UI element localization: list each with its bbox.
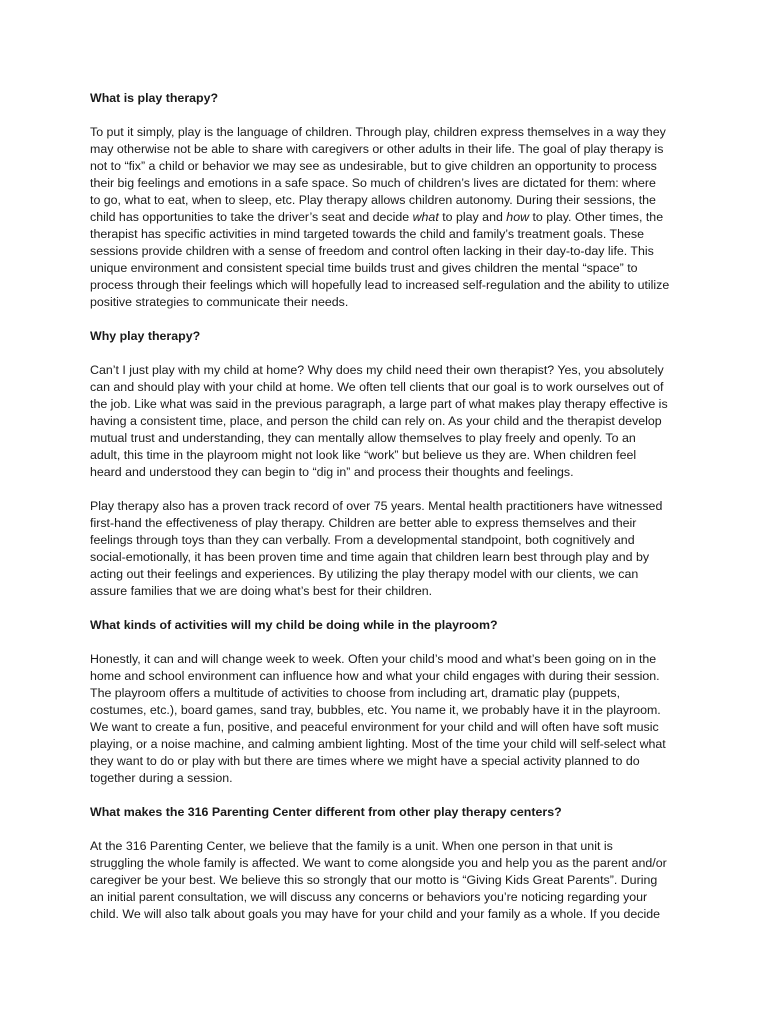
text-line: home and school environment can influence how and what your child engages with during their session. (90, 669, 660, 683)
text-line: an initial parent consultation, we will discuss any concerns or behaviors you’re noticing regarding your (90, 890, 648, 904)
body-paragraph (90, 362, 690, 481)
text-line: may otherwise not be able to share with caregivers or other adults in their life. The goal of play therapy is (90, 142, 664, 156)
body-paragraph (90, 651, 690, 787)
text-line: The playroom offers a multitude of activities to choose from including art, dramatic play (puppets, (90, 686, 621, 700)
emphasis-text: what (412, 210, 439, 224)
text-line: first-hand the effectiveness of play therapy. Children are better able to express themselves and their (90, 516, 637, 530)
text-line: their big feelings and emotions in a safe space. So much of children’s lives are dictated for them: where (90, 176, 656, 190)
section-heading: What makes the 316 Parenting Center different from other play therapy centers? (90, 805, 562, 819)
text-line: process through their feelings which will hopefully lead to increased self-regulation and the ability to utilize (90, 278, 670, 292)
text-line: they want to do or play with but there are times where we might have a special activity planned to do (90, 754, 640, 768)
text-line: feelings through toys than they can verbally. From a developmental standpoint, both cognitively and (90, 533, 635, 547)
text-line: sessions provide children with a sense of freedom and control often lacking in their day-to-day life. This (90, 244, 654, 258)
text-line: acting out their feelings and experiences. By utilizing the play therapy model with our clients, we can (90, 567, 639, 581)
text-line: To put it simply, play is the language of children. Through play, children express themselves in a way they (90, 125, 666, 139)
text-line: social-emotionally, it has been proven time and time again that children learn best through play and by (90, 550, 650, 564)
text-line: having a consistent time, place, and person the child can rely on. As your child and the therapist develop (90, 414, 662, 428)
section-heading: Why play therapy? (90, 329, 201, 343)
text-line: therapist has specific activities in mind targeted towards the child and family’s treatment goals. These (90, 227, 644, 241)
text-line: playing, or a noise machine, and calming ambient lighting. Most of the time your child will self-select what (90, 737, 666, 751)
text-line: costumes, etc.), board games, sand tray, bubbles, etc. You name it, we probably have it in the playroom. (90, 703, 661, 717)
text-line: Honestly, it can and will change week to week. Often your child’s mood and what’s been going on in the (90, 652, 657, 666)
emphasis-text: how (506, 210, 530, 224)
text-line: assure families that we are doing what’s best for their children. (90, 584, 433, 598)
body-paragraph (90, 838, 690, 923)
text-line: unique environment and consistent special time builds trust and gives children the mental “space” to (90, 261, 638, 275)
text-line: At the 316 Parenting Center, we believe that the family is a unit. When one person in that unit is (90, 839, 613, 853)
text-line: Play therapy also has a proven track record of over 75 years. Mental health practitioners have witnessed (90, 499, 663, 513)
text-line: positive strategies to communicate their needs. (90, 295, 349, 309)
document-page (90, 90, 690, 940)
text-line: child. We will also talk about goals you may have for your child and your family as a whole. If you decide (90, 907, 661, 921)
text-line: heard and understood they can begin to “dig in” and process their thoughts and feelings. (90, 465, 574, 479)
section-heading: What kinds of activities will my child be doing while in the playroom? (90, 618, 498, 632)
text-line: can and should play with your child at home. We often tell clients that our goal is to work ourselves out of (90, 380, 664, 394)
text-line: the job. Like what was said in the previous paragraph, a large part of what makes play therapy effective is (90, 397, 668, 411)
text-line: child has opportunities to take the driver’s seat and decide what to play and how to play. Other times, the (90, 210, 664, 224)
text-line: Can’t I just play with my child at home? Why does my child need their own therapist? Yes, you absolutely (90, 363, 664, 377)
text-line: adult, this time in the playroom might not look like “work” but believe us they are. When children feel (90, 448, 637, 462)
body-paragraph (90, 498, 690, 600)
body-paragraph (90, 124, 690, 311)
text-line: We want to create a fun, positive, and peaceful environment for your child and will often have soft music (90, 720, 659, 734)
text-line: mutual trust and understanding, they can mentally allow themselves to play freely and openly. To an (90, 431, 636, 445)
text-line: not to “fix” a child or behavior we may see as undesirable, but to give children an opportunity to process (90, 159, 657, 173)
text-line: together during a session. (90, 771, 233, 785)
section-heading: What is play therapy? (90, 91, 219, 105)
text-line: to go, what to eat, when to sleep, etc. Play therapy allows children autonomy. During their sessions, the (90, 193, 656, 207)
text-line: caregiver be your best. We believe this so strongly that our motto is “Giving Kids Great Parents”. During (90, 873, 658, 887)
text-line: struggling the whole family is affected. We want to come alongside you and help you as the parent and/or (90, 856, 667, 870)
